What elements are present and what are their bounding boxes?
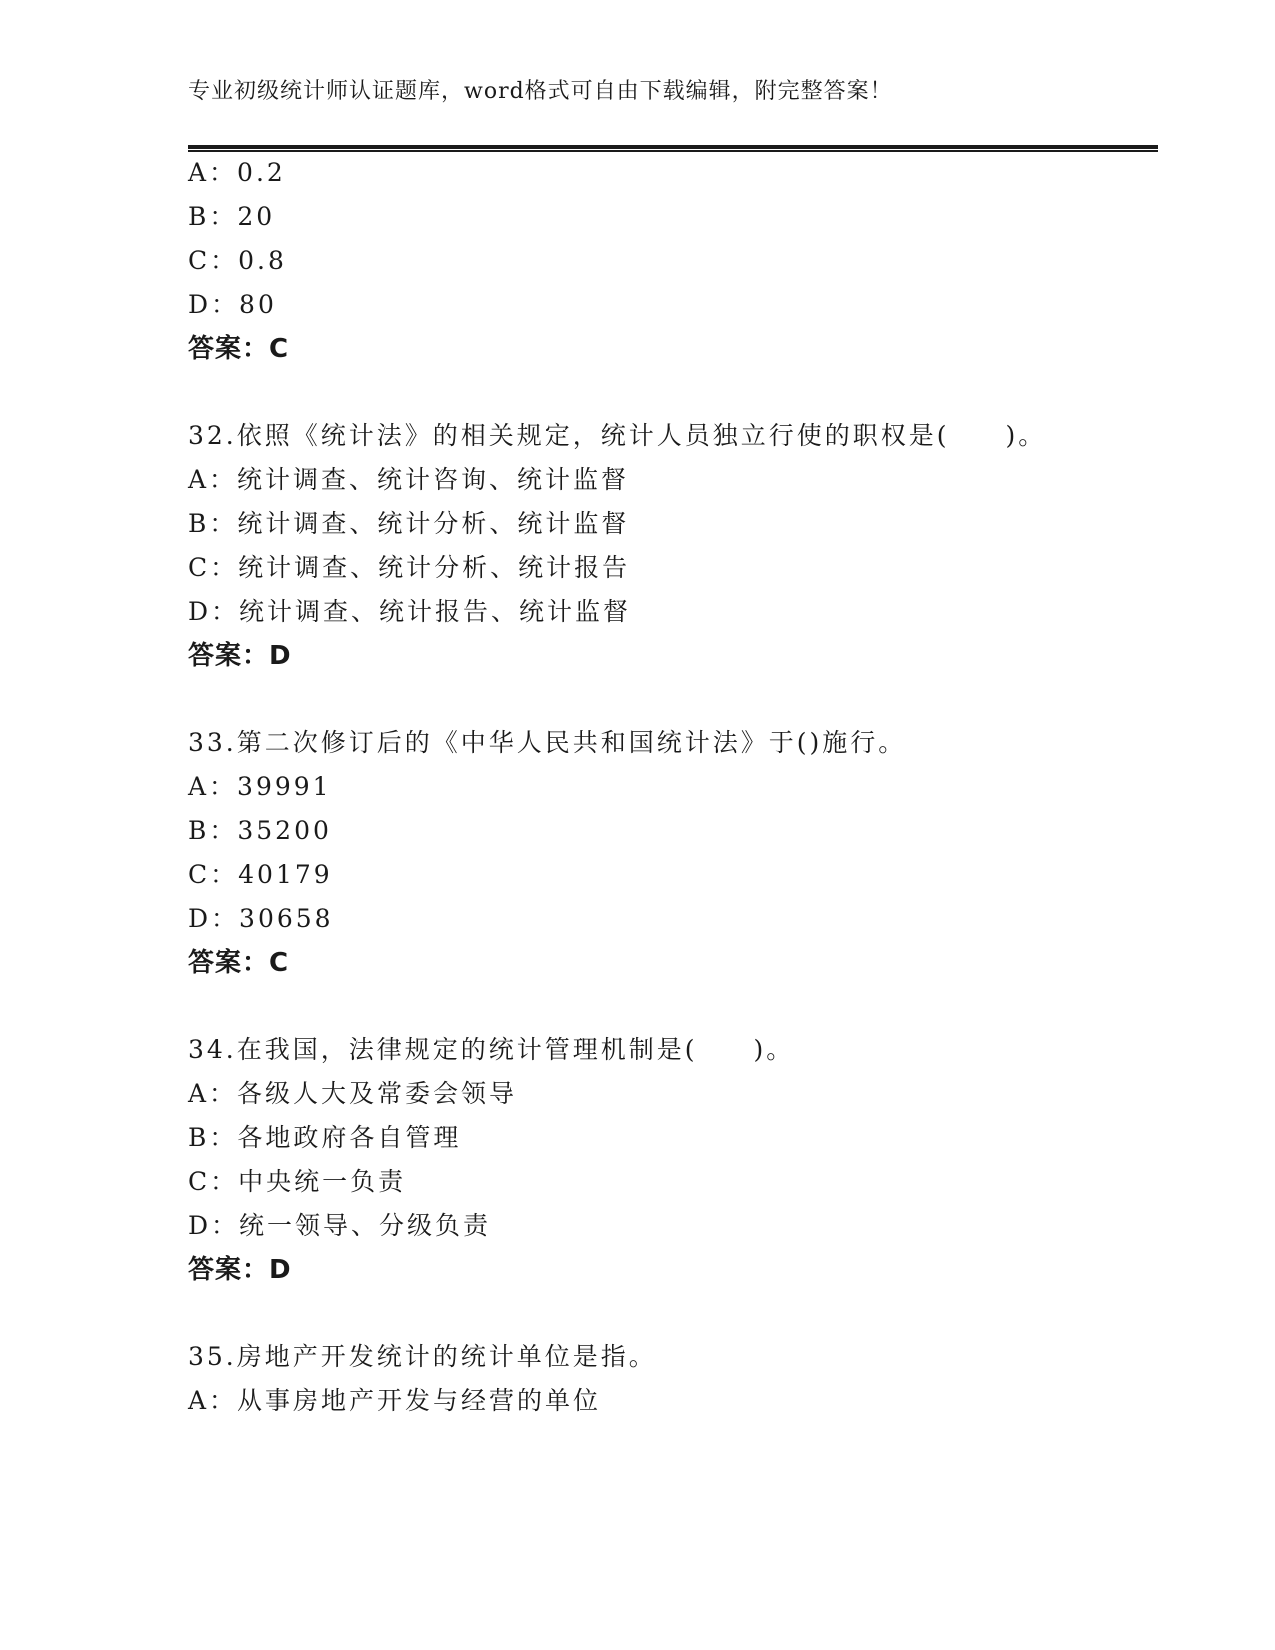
option-c: C：统计调查、统计分析、统计报告 [188,553,631,582]
page-header: 专业初级统计师认证题库，word格式可自由下载编辑，附完整答案！ [188,79,893,104]
answer-line: 答案：D [188,1255,292,1285]
option-b: B：各地政府各自管理 [188,1123,462,1152]
answer-line: 答案：C [188,948,290,978]
header-divider-thin [188,150,1158,152]
option-a: A：各级人大及常委会领导 [188,1079,518,1108]
option-a: A：0.2 [188,158,286,187]
option-a: A：39991 [188,772,332,801]
question-stem: 33.第二次修订后的《中华人民共和国统计法》于()施行。 [188,728,907,757]
answer-line: 答案：C [188,334,290,364]
option-d: D：30658 [188,904,334,933]
question-stem: 35.房地产开发统计的统计单位是指。 [188,1342,657,1371]
option-c: C：0.8 [188,246,287,275]
option-d: D：统计调查、统计报告、统计监督 [188,597,632,626]
option-a: A：从事房地产开发与经营的单位 [188,1386,602,1415]
answer-line: 答案：D [188,641,292,671]
question-stem: 32.依照《统计法》的相关规定，统计人员独立行使的职权是( )。 [188,421,1047,450]
option-b: B：35200 [188,816,332,845]
option-a: A：统计调查、统计咨询、统计监督 [188,465,630,494]
option-b: B：20 [188,202,276,231]
option-d: D：80 [188,290,277,319]
header-divider-thick [188,145,1158,149]
option-c: C：40179 [188,860,333,889]
option-b: B：统计调查、统计分析、统计监督 [188,509,630,538]
option-c: C：中央统一负责 [188,1167,407,1196]
question-stem: 34.在我国，法律规定的统计管理机制是( )。 [188,1035,795,1064]
header-divider [188,145,1158,152]
option-d: D：统一领导、分级负责 [188,1211,492,1240]
